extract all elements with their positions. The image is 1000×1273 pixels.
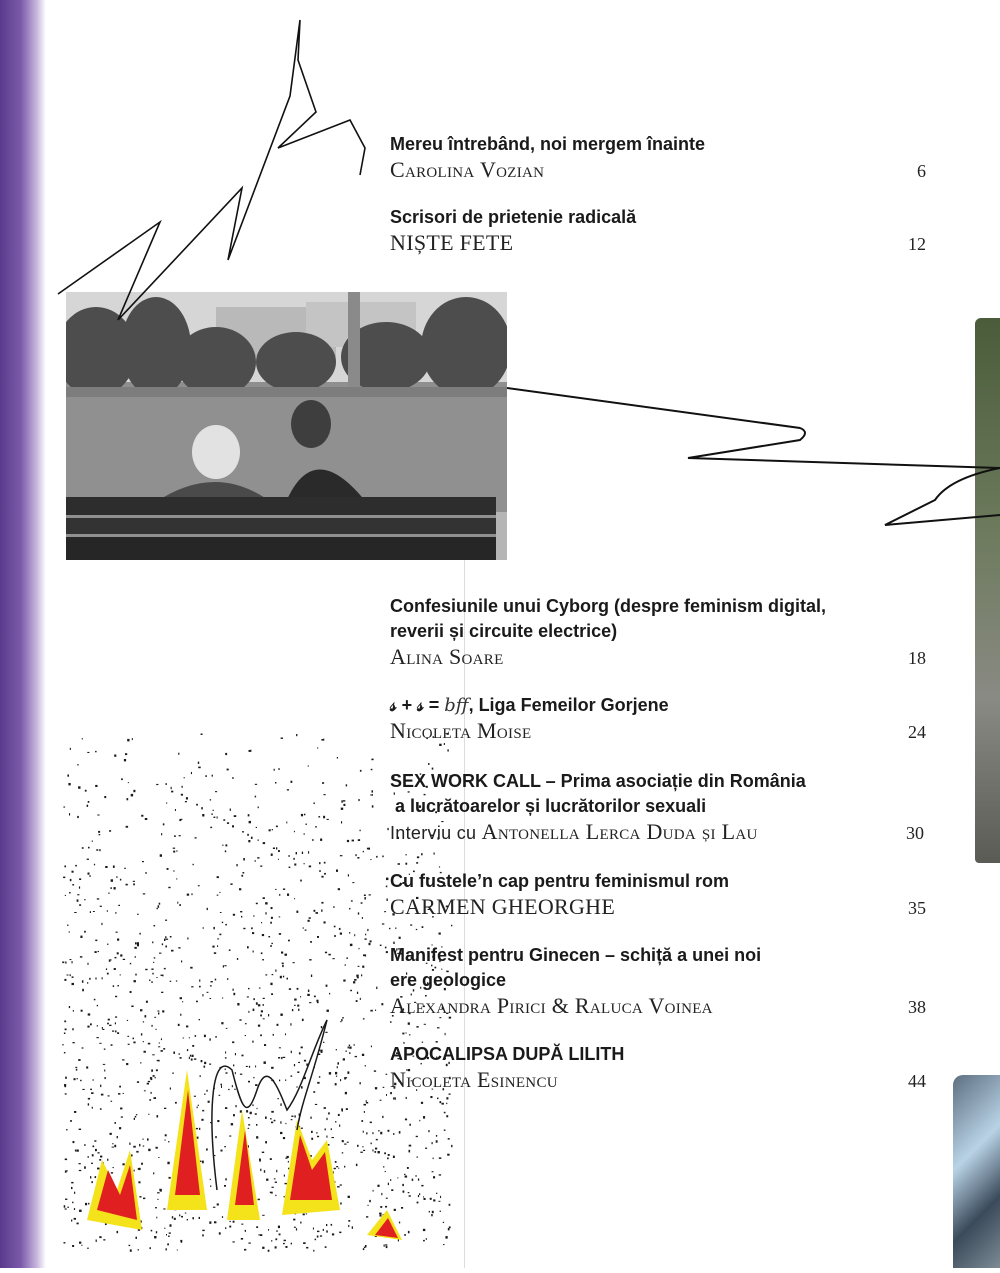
entry-page: 44 xyxy=(908,1071,926,1091)
toc-entry[interactable] xyxy=(390,594,926,670)
entry-author: Nicoleta Esinencu xyxy=(390,1067,558,1092)
title-rest: , Liga Femeilor Gorjene xyxy=(468,695,669,715)
right-edge-photo xyxy=(975,318,1000,863)
toc-entry[interactable] xyxy=(390,943,926,1019)
title-prefix: 𝓈 + 𝓈 = xyxy=(390,695,445,715)
entry-page: 38 xyxy=(908,997,926,1017)
toc-entry[interactable] xyxy=(390,769,926,846)
entry-title: Cu fustele’n cap pentru feminismul rom xyxy=(390,871,730,891)
entry-page: 12 xyxy=(908,234,926,254)
entry-title: APOCALIPSA DUPĂ LILITH xyxy=(390,1044,625,1064)
entry-title-line1: Confesiunile unui Cyborg (despre feminism digital, xyxy=(390,596,827,616)
entry-author: NIȘTE FETE xyxy=(390,230,514,255)
left-purple-band xyxy=(0,0,46,1268)
entry-title-line2: reverii și circuite electrice) xyxy=(390,621,618,641)
entry-author: Nicoleta Moise xyxy=(390,718,532,743)
entry-author: Alexandra Pirici & Raluca Voinea xyxy=(390,993,713,1018)
entry-page: 18 xyxy=(908,648,926,668)
entry-page: 35 xyxy=(908,898,926,918)
entry-title: Mereu întrebând, noi mergem înainte xyxy=(390,134,706,154)
entry-page: 6 xyxy=(917,161,926,181)
entry-author xyxy=(390,819,758,846)
bottom-right-photo xyxy=(953,1075,1000,1268)
toc-entry[interactable] xyxy=(390,205,926,256)
toc-entry[interactable] xyxy=(390,869,926,920)
entry-author: Carolina Vozian xyxy=(390,157,545,182)
toc-entry[interactable] xyxy=(390,1042,926,1093)
entry-page: 30 xyxy=(906,823,924,843)
entry-title-line1: SEX WORK CALL – Prima asociație din România xyxy=(390,771,806,791)
park-bench-photo xyxy=(66,292,507,560)
entry-title-line2: ere geologice xyxy=(390,970,507,990)
entry-author: Alina Soare xyxy=(390,644,504,669)
author-names: Antonella Lerca Duda și Lau xyxy=(481,819,758,844)
toc-entry[interactable] xyxy=(390,132,926,183)
entry-page: 24 xyxy=(908,722,926,742)
entry-author: CARMEN GHEORGHE xyxy=(390,894,616,919)
bff-script: bff xyxy=(444,695,469,716)
entry-title-line1: Manifest pentru Ginecen – schiță a unei noi xyxy=(390,945,762,965)
entry-title: Scrisori de prietenie radicală xyxy=(390,207,637,227)
entry-title-line2: a lucrătoarelor și lucrătorilor sexuali xyxy=(390,796,707,816)
toc-entry[interactable] xyxy=(390,693,926,744)
author-prefix: Interviu cu xyxy=(390,823,482,843)
entry-title xyxy=(390,693,926,718)
